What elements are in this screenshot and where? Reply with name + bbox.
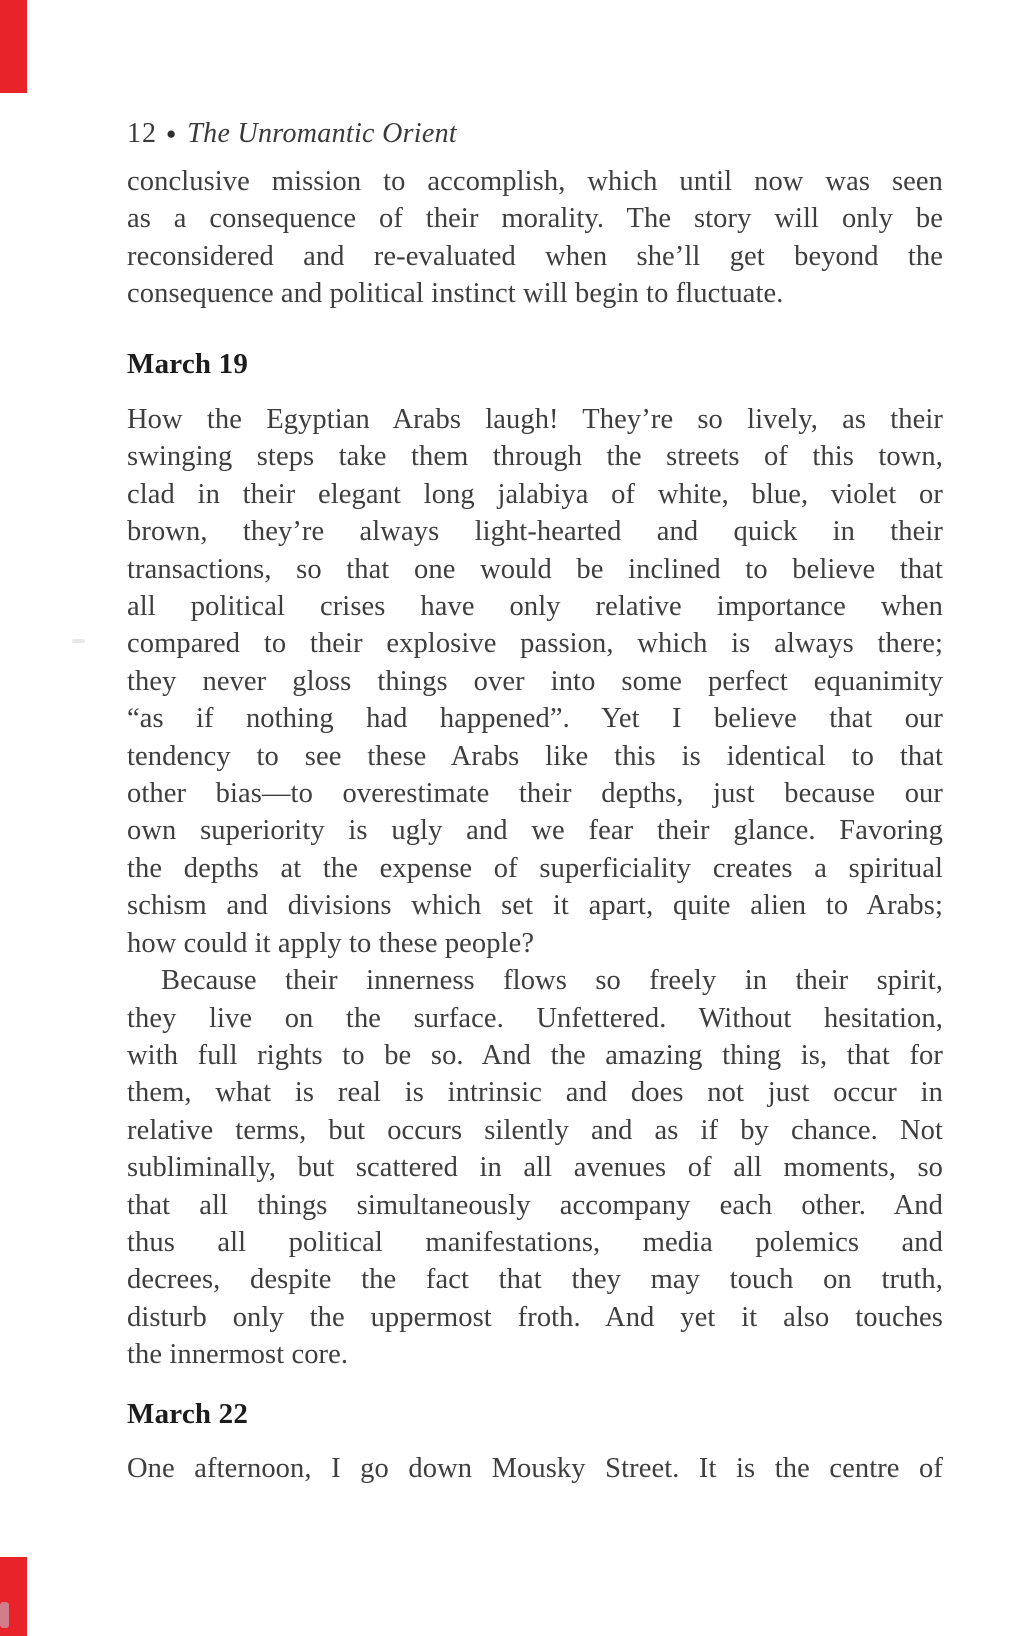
text-line: relative terms, but occurs silently and as if by chance. Not: [127, 1114, 943, 1146]
entry-heading-march-19: March 19: [127, 348, 249, 380]
text-line: reconsidered and re-evaluated when she’ll get beyond the: [127, 240, 943, 272]
text-line: that all things simultaneously accompany each other. And: [127, 1189, 943, 1221]
entry-heading-march-22: March 22: [127, 1398, 249, 1430]
scan-artifact-dash: [72, 639, 85, 643]
text-line: consequence and political instinct will begin to fluctuate.: [127, 278, 784, 310]
text-line: One afternoon, I go down Mousky Street. It is the centre of: [127, 1453, 943, 1484]
text-line: Because their innerness flows so freely in their spirit,: [161, 965, 943, 997]
paragraph: [127, 962, 943, 1373]
bullet-icon: ●: [166, 124, 177, 143]
text-line: swinging steps take them through the streets of this town,: [127, 441, 943, 473]
text-line: subliminally, but scattered in all avenues of all moments, so: [127, 1152, 943, 1184]
page-number: 12: [127, 118, 157, 149]
scan-artifact-red-top: [0, 0, 27, 93]
entry-body-march-19: [127, 401, 943, 1374]
text-line: all political crises have only relative importance when: [127, 591, 943, 623]
text-line: as a consequence of their morality. The story will only be: [127, 203, 943, 235]
text-line: brown, they’re always light-hearted and quick in their: [127, 516, 943, 548]
text-line: own superiority is ugly and we fear their glance. Favoring: [127, 815, 943, 847]
text-line: compared to their explosive passion, which is always there;: [127, 628, 943, 660]
paragraph: [127, 401, 943, 962]
text-line: thus all political manifestations, media polemics and: [127, 1226, 943, 1258]
text-line: they live on the surface. Unfettered. Without hesitation,: [127, 1002, 943, 1034]
text-line: schism and divisions which set it apart, quite alien to Arabs;: [127, 890, 943, 922]
running-head-title: The Unromantic Orient: [187, 118, 457, 149]
text-line: disturb only the uppermost froth. And yet it also touches: [127, 1301, 943, 1333]
text-line: with full rights to be so. And the amazing thing is, that for: [127, 1039, 943, 1071]
text-line: other bias—to overestimate their depths, just because our: [127, 778, 943, 810]
text-line: them, what is real is intrinsic and does not just occur in: [127, 1077, 943, 1109]
text-line: “as if nothing had happened”. Yet I believe that our: [127, 703, 943, 735]
text-line: the innermost core.: [127, 1339, 349, 1371]
scan-artifact-smudge: [0, 1602, 9, 1628]
entry-body-march-22: [127, 1450, 943, 1487]
text-line: tendency to see these Arabs like this is identical to that: [127, 740, 943, 772]
text-line: clad in their elegant long jalabiya of white, blue, violet or: [127, 478, 943, 510]
text-line: how could it apply to these people?: [127, 927, 535, 959]
text-line: the depths at the expense of superficiality creates a spiritual: [127, 852, 943, 884]
text-line: How the Egyptian Arabs laugh! They’re so lively, as their: [127, 404, 943, 435]
text-line: conclusive mission to accomplish, which until now was seen: [127, 166, 943, 197]
running-head: [127, 118, 457, 150]
paragraph-continuation: [127, 163, 943, 313]
text-line: they never gloss things over into some perfect equanimity: [127, 665, 943, 697]
text-line: transactions, so that one would be inclined to believe that: [127, 553, 943, 585]
text-line: decrees, despite the fact that they may touch on truth,: [127, 1264, 943, 1296]
